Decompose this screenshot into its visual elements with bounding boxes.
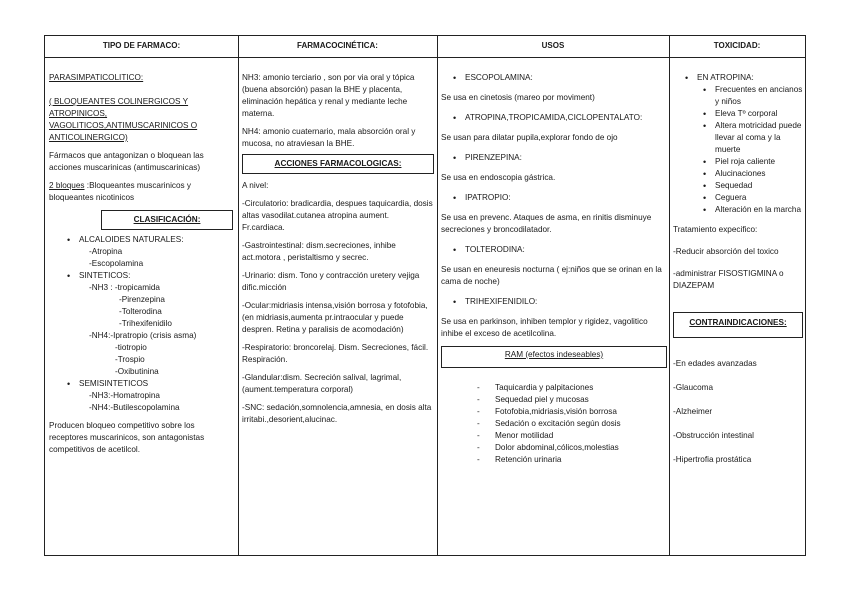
nh3-text: NH3: amonio terciario , son por via oral y tópica (buena absorción) pasan la BHE y placenta, eliminación hepática y renal y mediante leche materna.: [242, 73, 415, 118]
contra-item: -Obstrucción intestinal: [673, 431, 754, 440]
header-tipo: TIPO DE FARMACO:: [45, 36, 238, 58]
use-text: Se usan para dilatar pupila,explorar fondo de ojo: [441, 133, 618, 142]
ram-item: - Fotofobia,midriasis,visión borrosa: [475, 406, 667, 418]
bloques-label: 2 bloques: [49, 181, 85, 190]
column-toxicidad: [673, 72, 803, 466]
drug-item: • TRIHEXIFENIDILO:: [447, 296, 667, 308]
toxicity-item: • Frecuentes en ancianos y niños: [697, 84, 803, 108]
contraindicaciones-heading: [673, 312, 803, 338]
clasificacion-heading: [101, 210, 233, 230]
list-item: -Oxibutinina: [115, 367, 159, 376]
action-item: -Urinario: dism. Tono y contracción uretery vejiga dific.micción: [242, 271, 420, 292]
toxicity-item: • Piel roja caliente: [697, 156, 803, 168]
list-item: -NH4:-Butilescopolamina: [89, 403, 180, 412]
contra-item: -Glaucoma: [673, 383, 714, 392]
tratamiento-text: Tratamiento expecifico:: [673, 225, 758, 234]
list-item: -Atropina: [89, 247, 123, 256]
drug-item: • TOLTERODINA:: [447, 244, 667, 256]
use-text: Se usa en parkinson, inhiben templor y rigidez, vagolitico inhibe el exceso de acetilcolina.: [441, 317, 648, 338]
column-farmacocinetica: [242, 72, 434, 426]
column-tipo: [49, 72, 235, 456]
contra-item: -Alzheimer: [673, 407, 713, 416]
toxicity-item: • Altera motricidad puede llevar al coma y la muerte: [697, 120, 803, 156]
nh4-text: NH4: amonio cuaternario, mala absorción oral y mucosa, no atraviesan la BHE.: [242, 127, 416, 148]
drug-item: • PIRENZEPINA:: [447, 152, 667, 164]
column-footer: Producen bloqueo competitivo sobre los receptores muscarinicos, son antagonistas competitivos de acetilcol.: [49, 421, 205, 454]
toxicity-item: • Alteración en la marcha: [697, 204, 803, 216]
drug-item: • IPATROPIO:: [447, 192, 667, 204]
header-toxicidad: TOXICIDAD:: [669, 36, 805, 58]
tratamiento-item: -administrar FISOSTIGMINA o DIAZEPAM: [673, 269, 784, 290]
ram-item: - Menor motilidad: [475, 430, 667, 442]
contra-item: -Hipertrofia prostática: [673, 455, 752, 464]
list-item: -tiotropio: [115, 343, 147, 352]
list-item: -NH4:-Ipratropio (crisis asma): [89, 331, 197, 340]
drug-class-description: Fármacos que antagonizan o bloquean las acciones muscarinicas (antimuscarinicas): [49, 151, 204, 172]
ram-item: - Dolor abdominal,cólicos,molestias: [475, 442, 667, 454]
list-item: -Escopolamina: [89, 259, 144, 268]
list-item: -Trihexifenidilo: [119, 319, 172, 328]
nivel-text: A nivel:: [242, 181, 269, 190]
toxicity-list: [673, 84, 803, 216]
column-divider: [437, 36, 438, 555]
drug-item: • ATROPINA,TROPICAMIDA,CICLOPENTALATO:: [447, 112, 667, 124]
bloques-text: [49, 180, 235, 204]
ram-label: RAM (efectos indeseables): [504, 350, 604, 359]
action-item: -Glandular:dism. Secreción salival, lagrimal, (aument.temperatura corporal): [242, 373, 402, 394]
contra-item: -En edades avanzadas: [673, 359, 757, 368]
toxicity-item: • Ceguera: [697, 192, 803, 204]
column-usos: [441, 72, 667, 466]
ram-heading: [441, 346, 667, 368]
toxicity-item: • Sequedad: [697, 180, 803, 192]
header-farmacocinetica: FARMACOCINÉTICA:: [238, 36, 437, 58]
action-item: -Respiratorio: broncorelaj. Dism. Secreciones, fácil. Respiración.: [242, 343, 429, 364]
ram-item: - Taquicardia y palpitaciones: [475, 382, 667, 394]
acciones-heading: [242, 154, 434, 174]
alcaloides-item: • ALCALOIDES NATURALES:: [61, 234, 235, 246]
drug-item: • ESCOPOLAMINA:: [447, 72, 667, 84]
list-item: -NH3 : -tropicamida: [89, 283, 160, 292]
action-item: -SNC: sedación,somnolencia,amnesia, en dosis alta irritabi.,desorient,alucinac.: [242, 403, 432, 424]
toxicity-item: • Alucinaciones: [697, 168, 803, 180]
semisinteticos-item: • SEMISINTETICOS: [61, 378, 235, 390]
contraindicaciones-label: CONTRAINDICACIONES:: [689, 318, 787, 327]
tratamiento-item: -Reducir absorción del toxico: [673, 247, 779, 256]
ram-item: - Sedación o excitación según dosis: [475, 418, 667, 430]
list-item: -Trospio: [115, 355, 145, 364]
list-item: -Pirenzepina: [119, 295, 165, 304]
action-item: -Gastrointestinal: dism.secreciones, inhibe act.motora , peristaltismo y secrec.: [242, 241, 396, 262]
list-item: -NH3:-Homatropina: [89, 391, 160, 400]
drug-class-subtitle: ( BLOQUEANTES COLINERGICOS Y ATROPINICOS, VAGOLITICOS,ANTIMUSCARINICOS O ANTICOLINERGICO): [49, 97, 198, 142]
ram-item: - Retención urinaria: [475, 454, 667, 466]
drug-class-title: PARASIMPATICOLITICO:: [49, 73, 144, 82]
use-text: Se usa en cinetosis (mareo por moviment): [441, 93, 595, 102]
acciones-label: ACCIONES FARMACOLOGICAS:: [274, 159, 402, 168]
use-text: Se usan en eneuresis nocturna ( ej:niños que se orinan en la cama de noche): [441, 265, 662, 286]
sinteticos-item: • SINTETICOS:: [61, 270, 235, 282]
header-usos: USOS: [437, 36, 669, 58]
use-text: Se usa en prevenc. Ataques de asma, en rinitis disminuye secreciones y broncodilatador.: [441, 213, 652, 234]
toxicity-item: • Eleva Tº corporal: [697, 108, 803, 120]
column-divider: [669, 36, 670, 555]
drug-table: [44, 35, 806, 556]
use-text: Se usa en endoscopia gástrica.: [441, 173, 556, 182]
ram-item: - Sequedad piel y mucosas: [475, 394, 667, 406]
column-divider: [238, 36, 239, 555]
ram-list: [441, 382, 667, 466]
action-item: -Circulatorio: bradicardia, despues taquicardia, dosis altas vasodilat.cutanea atropina aument. Fr.cardiaca.: [242, 199, 433, 232]
action-item: -Ocular:midriasis intensa,visión borrosa y fotofobia, (en midriasis,aumenta pr.intraocular y puede despren. Retina y paralisis de acomodación): [242, 301, 428, 334]
atropina-item: • EN ATROPINA:: [679, 72, 803, 84]
clasificacion-label: CLASIFICACIÓN:: [133, 215, 201, 224]
list-item: -Tolterodina: [119, 307, 162, 316]
bloques-detail: :Bloqueantes muscarinicos y bloqueantes nicotinicos: [49, 181, 192, 202]
